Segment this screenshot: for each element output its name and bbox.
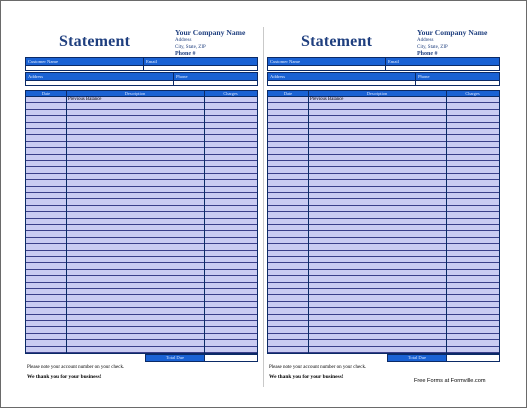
cell-separator (446, 355, 447, 361)
customer-name-label: Customer Name (28, 59, 58, 64)
column-header-charges: Charges (465, 91, 480, 96)
phone-label: Phone (418, 74, 430, 79)
table-rows (268, 97, 499, 353)
email-label: Email (388, 59, 399, 64)
company-phone: Phone # (417, 51, 438, 57)
company-block (175, 28, 245, 58)
address-info-blank (267, 81, 500, 86)
footer-credit[interactable]: Free Forms at Formville.com (414, 378, 486, 384)
account-note: Please note your account number on your check. (269, 365, 367, 370)
thank-you-line: We thank you for your business! (27, 374, 102, 380)
column-header-description: Description (124, 91, 146, 96)
table-rows (26, 97, 257, 353)
transactions-table (25, 90, 258, 354)
total-due-box (145, 354, 258, 362)
column-divider (446, 91, 447, 353)
company-block (417, 28, 487, 58)
statement-title: Statement (301, 33, 373, 50)
column-header-description: Description (366, 91, 388, 96)
table-row (268, 347, 499, 353)
customer-info-blank (267, 66, 500, 71)
company-name: Your Company Name (175, 28, 246, 37)
column-divider (66, 91, 67, 353)
cell-separator (385, 66, 386, 70)
statement-title: Statement (59, 33, 131, 50)
customer-info-row (25, 57, 258, 66)
address-label: Address (270, 74, 286, 79)
transactions-table (267, 90, 500, 354)
email-label: Email (146, 59, 157, 64)
company-address: Address (175, 38, 192, 43)
company-phone: Phone # (175, 51, 196, 57)
total-due-box (387, 354, 500, 362)
column-header-date: Date (41, 91, 51, 96)
company-city: City, State, ZIP (175, 45, 206, 50)
column-header-date: Date (283, 91, 293, 96)
previous-balance-label: Previous Balance (68, 97, 102, 102)
cell-separator (143, 66, 144, 70)
cell-separator (204, 355, 205, 361)
thank-you-line: We thank you for your business! (269, 374, 344, 380)
page-divider (263, 27, 264, 387)
phone-label: Phone (176, 74, 188, 79)
cell-separator (415, 81, 416, 85)
address-label: Address (28, 74, 44, 79)
customer-info-blank (25, 66, 258, 71)
statement-left (25, 1, 258, 381)
table-row (26, 347, 257, 353)
cell-separator (173, 81, 174, 85)
address-info-blank (25, 81, 258, 86)
address-info-row (267, 72, 500, 81)
customer-info-row (267, 57, 500, 66)
total-due-label: Total Due (388, 355, 446, 361)
company-city: City, State, ZIP (417, 45, 448, 50)
company-name: Your Company Name (417, 28, 488, 37)
account-note: Please note your account number on your check. (27, 365, 125, 370)
column-header-charges: Charges (223, 91, 238, 96)
column-divider (204, 91, 205, 353)
total-due-label: Total Due (146, 355, 204, 361)
previous-balance-label: Previous Balance (310, 97, 344, 102)
company-address: Address (417, 38, 434, 43)
statement-right (267, 1, 500, 381)
address-info-row (25, 72, 258, 81)
customer-name-label: Customer Name (270, 59, 300, 64)
column-divider (308, 91, 309, 353)
